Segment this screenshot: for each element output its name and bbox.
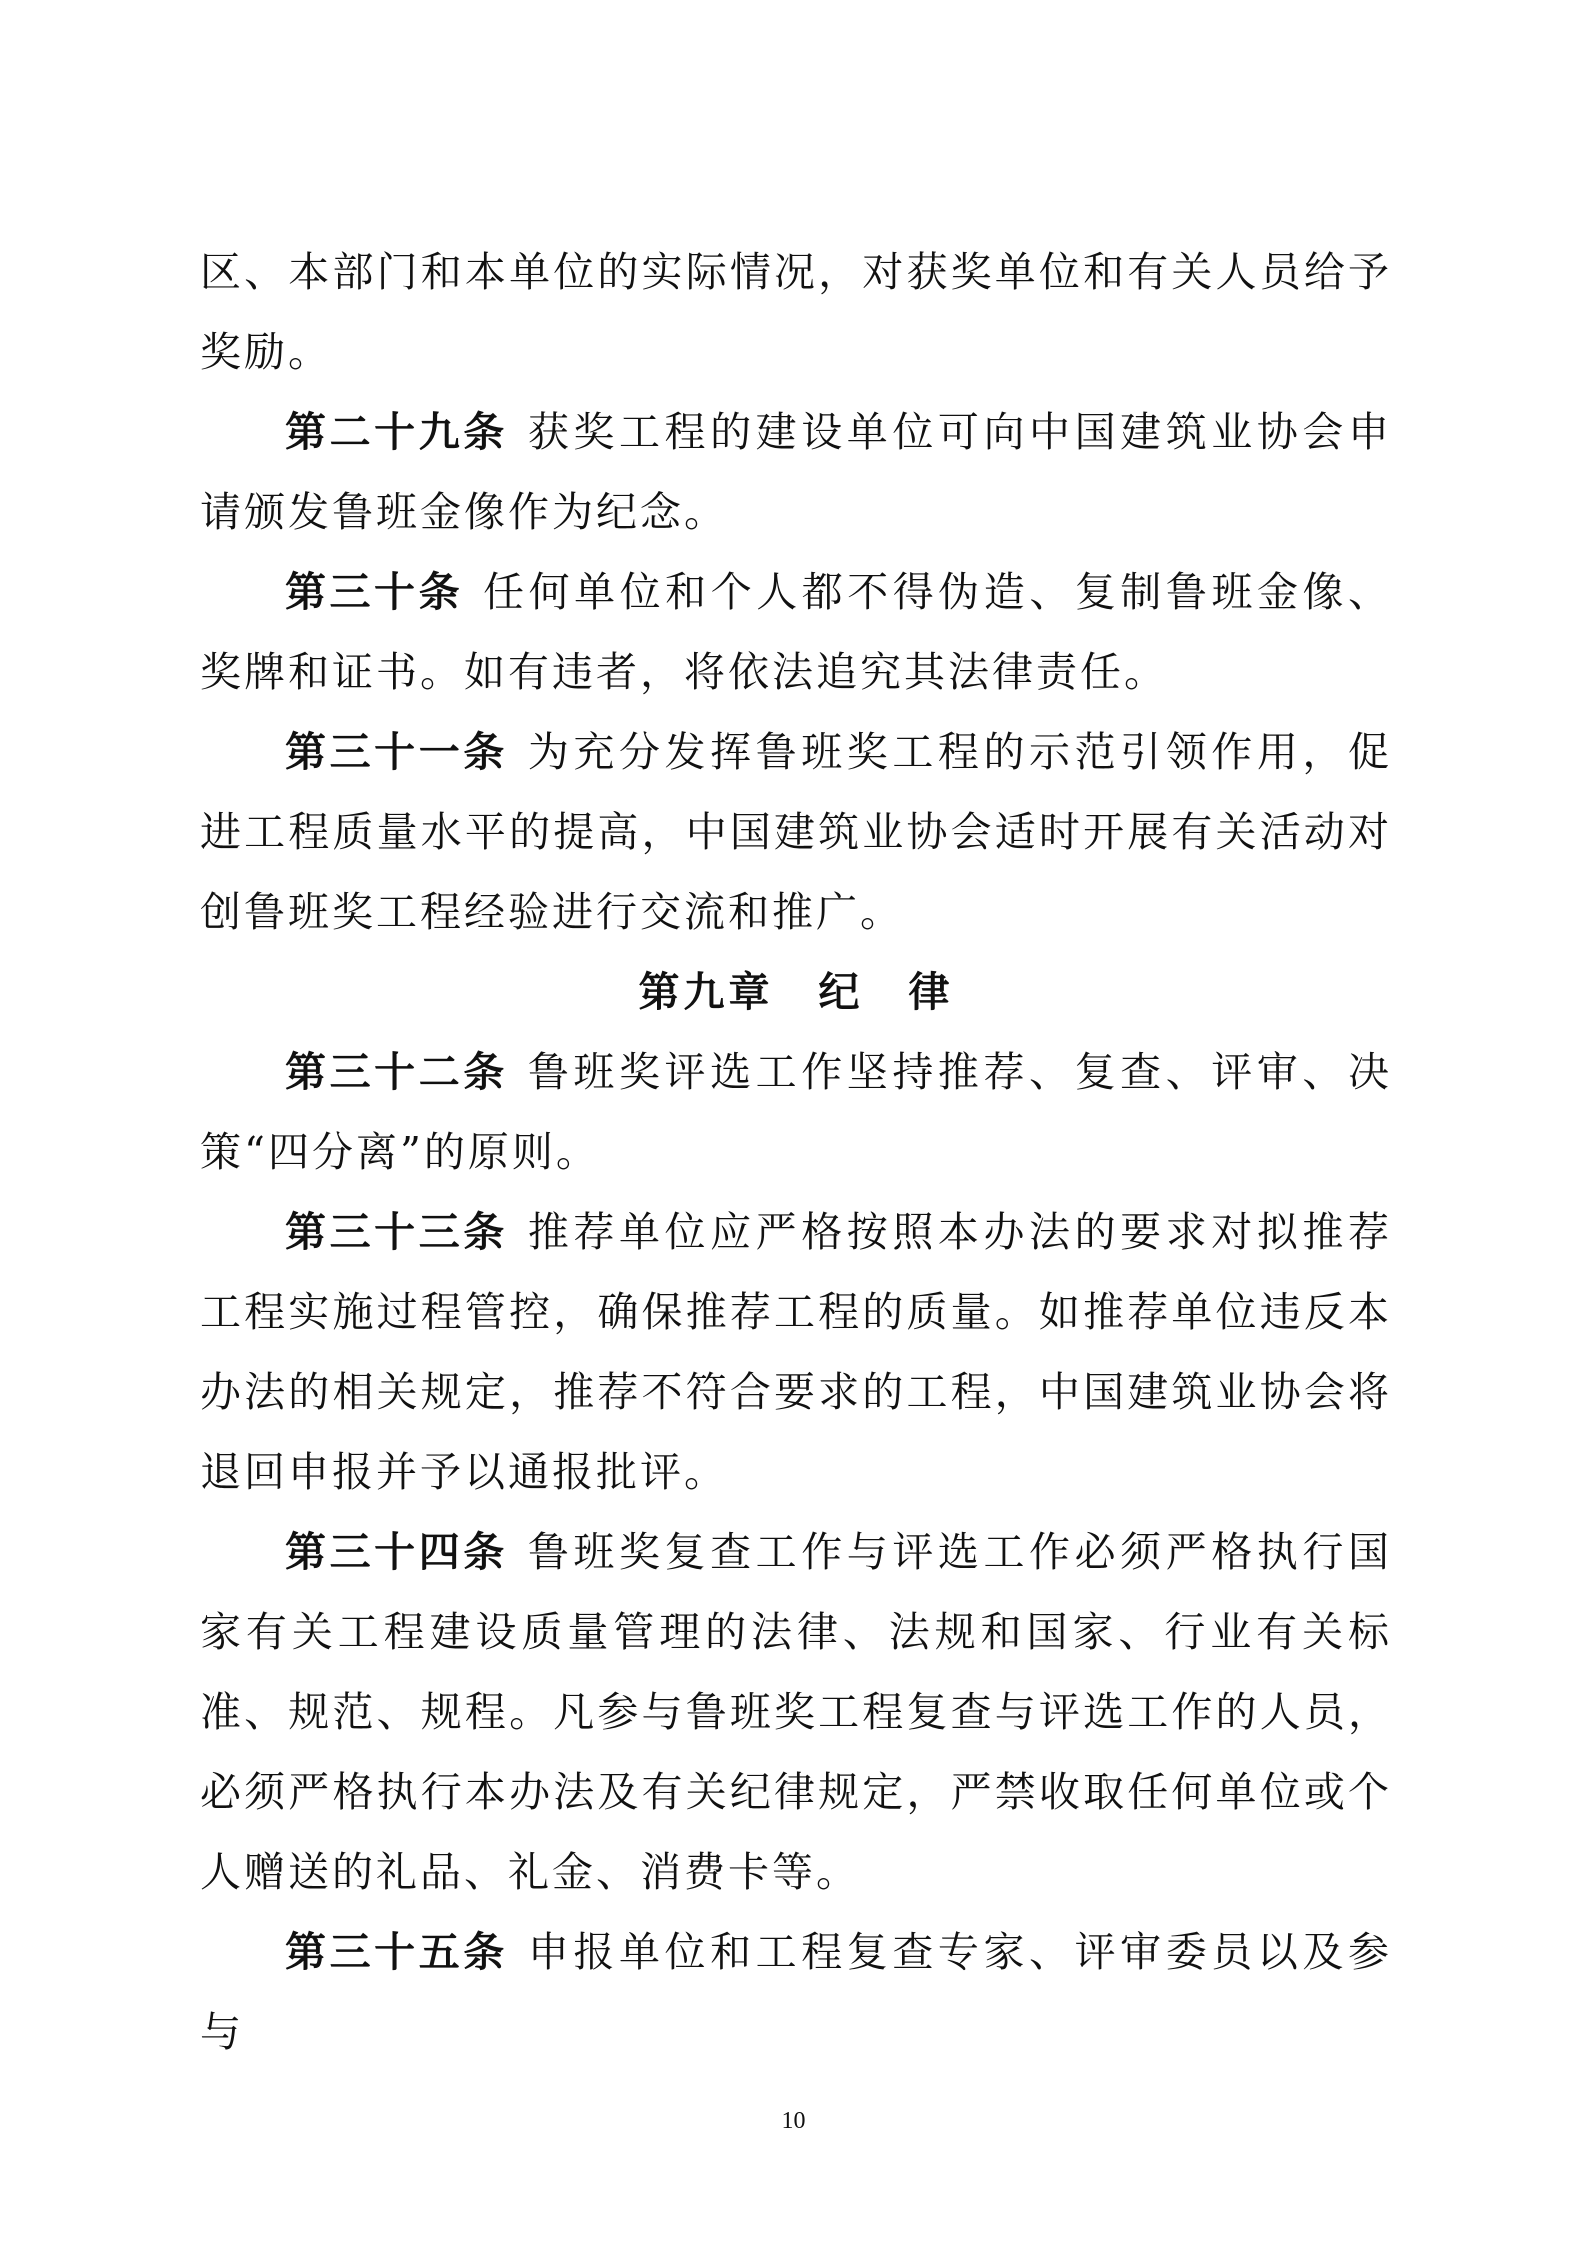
article-number: 第三十一条 bbox=[285, 728, 508, 776]
article-34 bbox=[200, 1512, 1392, 1912]
article-29 bbox=[200, 392, 1392, 552]
article-number: 第三十条 bbox=[285, 568, 464, 616]
paragraph-text: 区、本部门和本单位的实际情况，对获奖单位和有关人员给予奖励。 bbox=[200, 248, 1392, 376]
article-text: 获奖工程的建设单位可向中国建筑业协会申请颁发鲁班金像作为纪念。 bbox=[200, 408, 1392, 536]
document-body bbox=[200, 232, 1392, 2072]
article-number: 第三十二条 bbox=[285, 1048, 508, 1096]
article-number: 第三十五条 bbox=[285, 1928, 508, 1976]
article-text: 任何单位和个人都不得伪造、复制鲁班金像、奖牌和证书。如有违者，将依法追究其法律责任。 bbox=[200, 568, 1393, 696]
article-number: 第二十九条 bbox=[285, 408, 508, 456]
article-text: 推荐单位应严格按照本办法的要求对拟推荐工程实施过程管控，确保推荐工程的质量。如推荐单位违反本办法的相关规定，推荐不符合要求的工程，中国建筑业协会将退回申报并予以通报批评。 bbox=[200, 1208, 1392, 1496]
article-31 bbox=[200, 712, 1392, 952]
article-number: 第三十四条 bbox=[285, 1528, 508, 1576]
article-number: 第三十三条 bbox=[285, 1208, 508, 1256]
article-30 bbox=[200, 552, 1392, 712]
page-number: 10 bbox=[781, 2108, 806, 2134]
article-35 bbox=[200, 1912, 1392, 2072]
article-32 bbox=[200, 1032, 1392, 1192]
article-33 bbox=[200, 1192, 1392, 1512]
article-text: 鲁班奖复查工作与评选工作必须严格执行国家有关工程建设质量管理的法律、法规和国家、行业有关标准、规范、规程。凡参与鲁班奖工程复查与评选工作的人员，必须严格执行本办法及有关纪律规定，严禁收取任何单位或个人赠送的礼品、礼金、消费卡等。 bbox=[200, 1528, 1392, 1896]
article-text: 为充分发挥鲁班奖工程的示范引领作用，促进工程质量水平的提高，中国建筑业协会适时开展有关活动对创鲁班奖工程经验进行交流和推广。 bbox=[200, 728, 1392, 936]
paragraph-continuation bbox=[200, 232, 1392, 392]
chapter-heading: 第九章 纪 律 bbox=[638, 968, 954, 1016]
article-text: 鲁班奖评选工作坚持推荐、复查、评审、决策“四分离”的原则。 bbox=[200, 1048, 1392, 1176]
article-text: 申报单位和工程复查专家、评审委员以及参与 bbox=[200, 1928, 1392, 2056]
